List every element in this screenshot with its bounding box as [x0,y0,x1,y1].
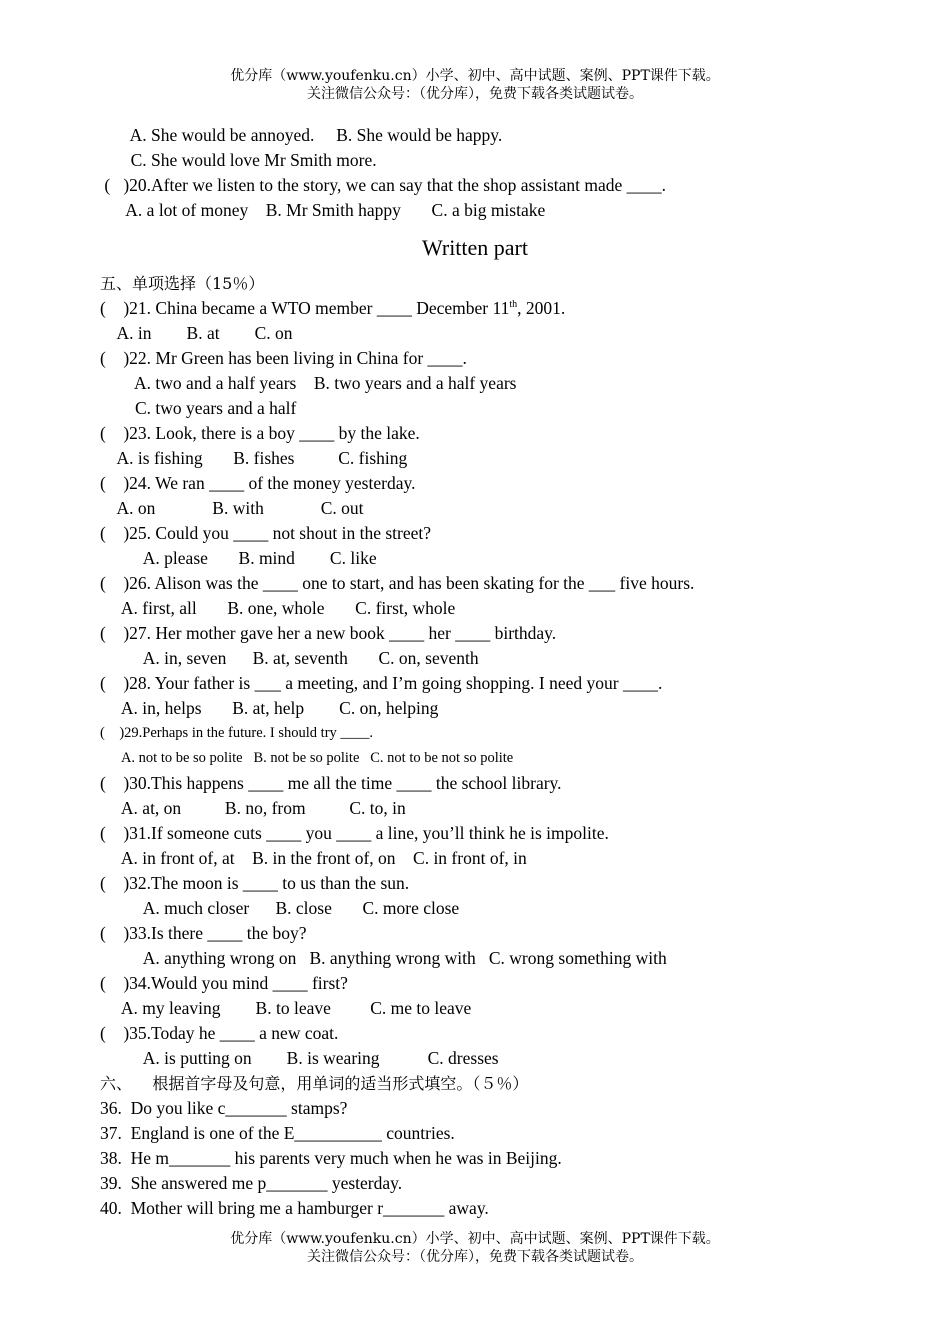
page-footer [0,1230,950,1266]
question-33: ( )33.Is there ____ the boy? [100,923,307,943]
exam-content [100,123,860,1221]
option-line: A. two and a half years B. two years and a half years [100,373,517,393]
option-line: A. please B. mind C. like [100,548,377,568]
question-22: ( )22. Mr Green has been living in China for ____. [100,348,467,368]
option-line: A. much closer B. close C. more close [100,898,460,918]
question-30: ( )30.This happens ____ me all the time ____ the school library. [100,773,562,793]
question-36: 36. Do you like c_______ stamps? [100,1098,348,1118]
option-line: A. is fishing B. fishes C. fishing [100,448,408,468]
question-25: ( )25. Could you ____ not shout in the street? [100,523,432,543]
footer-line-1: 优分库（www.youfenku.cn）小学、初中、高中试题、案例、PPT课件下载。 [230,1231,720,1247]
option-line: A. is putting on B. is wearing C. dresses [100,1048,499,1068]
question-26: ( )26. Alison was the ____ one to start, and has been skating for the ___ five hours. [100,573,695,593]
header-line-2: 关注微信公众号：（优分库），免费下载各类试题试卷。 [307,86,643,102]
option-line: A. on B. with C. out [100,498,364,518]
question-31: ( )31.If someone cuts ____ you ____ a line, you’ll think he is impolite. [100,823,609,843]
option-line: A. a lot of money B. Mr Smith happy C. a big mistake [100,200,546,220]
question-34: ( )34.Would you mind ____ first? [100,973,348,993]
option-line: A. first, all B. one, whole C. first, whole [100,598,456,618]
option-line: A. anything wrong on B. anything wrong with C. wrong something with [100,948,667,968]
header-line-1: 优分库（www.youfenku.cn）小学、初中、高中试题、案例、PPT课件下载。 [230,68,720,84]
option-line: A. my leaving B. to leave C. me to leave [100,998,472,1018]
question-27: ( )27. Her mother gave her a new book ____ her ____ birthday. [100,623,557,643]
question-23: ( )23. Look, there is a boy ____ by the lake. [100,423,420,443]
question-20: ( )20.After we listen to the story, we can say that the shop assistant made ____. [100,175,667,195]
question-39: 39. She answered me p_______ yesterday. [100,1173,403,1193]
question-21-end: , 2001. [517,298,566,318]
option-line: A. She would be annoyed. B. She would be happy. [100,125,503,145]
option-line: A. in front of, at B. in the front of, on C. in front of, in [100,848,527,868]
page-header [0,67,950,103]
option-line: C. She would love Mr Smith more. [100,150,377,170]
option-line: A. in, helps B. at, help C. on, helping [100,698,439,718]
option-line: A. not to be so polite B. not be so polite C. not to be not so polite [100,750,514,766]
footer-line-2: 关注微信公众号：（优分库），免费下载各类试题试卷。 [307,1249,643,1265]
option-line: C. two years and a half [100,398,297,418]
section-5-heading: 五、单项选择（15％） [100,274,265,293]
option-line: A. at, on B. no, from C. to, in [100,798,406,818]
question-38: 38. He m_______ his parents very much when he was in Beijing. [100,1148,562,1168]
option-line: A. in B. at C. on [100,323,293,343]
question-35: ( )35.Today he ____ a new coat. [100,1023,339,1043]
question-21 [100,296,860,321]
written-part-title: Written part [421,235,528,260]
superscript-th: th [509,299,518,311]
question-37: 37. England is one of the E__________ countries. [100,1123,455,1143]
question-32: ( )32.The moon is ____ to us than the sun. [100,873,410,893]
question-28: ( )28. Your father is ___ a meeting, and I’m going shopping. I need your ____. [100,673,663,693]
question-24: ( )24. We ran ____ of the money yesterday. [100,473,416,493]
question-40: 40. Mother will bring me a hamburger r_______ away. [100,1198,489,1218]
section-6-heading: 六、 根据首字母及句意，用单词的适当形式填空。（５％） [100,1074,529,1093]
question-29: ( )29.Perhaps in the future. I should try ____. [100,725,374,741]
option-line: A. in, seven B. at, seventh C. on, seventh [100,648,479,668]
question-21-text: ( )21. China became a WTO member ____ December 11 [100,298,510,318]
